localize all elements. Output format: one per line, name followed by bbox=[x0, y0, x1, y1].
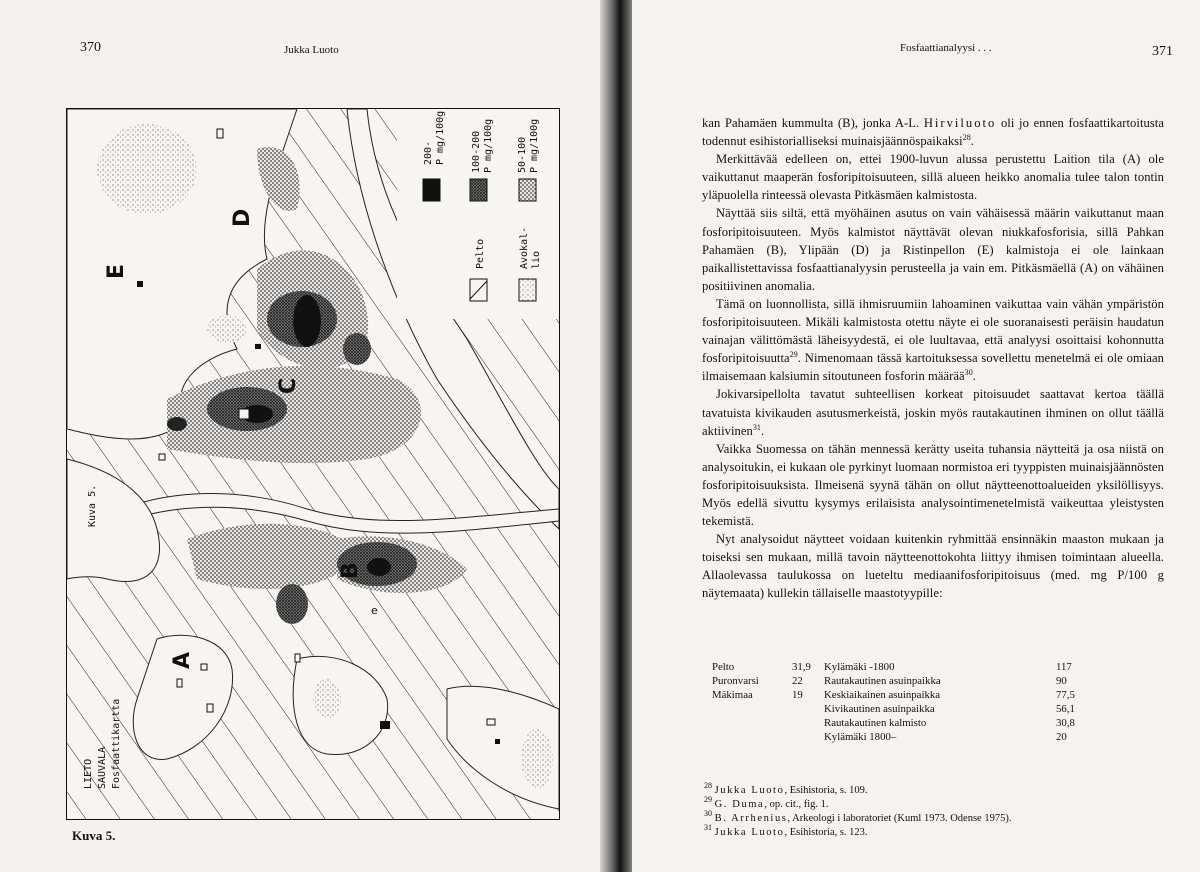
building bbox=[487, 719, 495, 725]
stipple-area bbox=[521, 729, 553, 789]
footnote-ref: 28 bbox=[962, 133, 971, 143]
terrain-name: Mäkimaa bbox=[712, 689, 753, 701]
legend-swatch-200 bbox=[423, 179, 440, 201]
site-letter-c: C bbox=[276, 377, 301, 394]
paragraph-1 bbox=[702, 114, 1164, 150]
legend-label-avokallio-l2: lio bbox=[531, 250, 542, 269]
zone-100-200 bbox=[343, 333, 371, 365]
footnote-number: 30 bbox=[704, 809, 712, 818]
footnote-text: , op. cit., fig. 1. bbox=[764, 799, 829, 810]
building bbox=[295, 654, 300, 662]
terrain-name: Puronvarsi bbox=[712, 675, 759, 687]
zone-200-plus bbox=[293, 295, 321, 347]
terrain-value: 19 bbox=[792, 689, 803, 701]
table-row bbox=[712, 702, 1075, 716]
building bbox=[137, 281, 143, 287]
site-letter-e: E bbox=[104, 263, 129, 279]
activity-value: 117 bbox=[1056, 661, 1072, 673]
zone-100-200 bbox=[276, 584, 308, 624]
activity-name: Kylämäki -1800 bbox=[824, 661, 895, 673]
footnote-text: , Esihistoria, s. 109. bbox=[784, 785, 868, 796]
median-table bbox=[712, 660, 1075, 744]
legend-label-50-100-l1: 50-100 bbox=[517, 136, 528, 173]
footnote-author: Jukka Luoto bbox=[714, 827, 785, 838]
footnote bbox=[704, 823, 868, 840]
text-run: Tämä on luonnollista, sillä ihmisruumiin lahoaminen vaikuttaa vain vähän ympäristön fosforipitoisuuteen. Mikäli kalmistosta otettu näyte ei ole suoranaisesti peräisin haudatun vainajan välittömästä läheisyydestä, ei ole luultavaa, että analyysi osoittaisi kohonnutta fosforipitoisuutta bbox=[702, 296, 1164, 366]
paragraph-5 bbox=[702, 385, 1164, 439]
text-run: . bbox=[972, 369, 976, 384]
footnote-text: , Esihistoria, s. 123. bbox=[784, 827, 868, 838]
phosphate-map-figure bbox=[66, 108, 560, 820]
text-run: . bbox=[760, 423, 765, 438]
building bbox=[217, 129, 223, 138]
text-run: . Nimenomaan tässä kartoituksessa sovellettu menetelmä ei ole omiaan ilmaisemaan kalsiumin sitoutuneen fosforin määrää bbox=[702, 351, 1164, 384]
page-number-right: 371 bbox=[1152, 44, 1173, 59]
building bbox=[159, 454, 165, 460]
running-head-right: Fosfaattianalyysi . . . bbox=[900, 42, 992, 54]
building bbox=[380, 721, 390, 729]
stipple-area bbox=[313, 679, 341, 719]
activity-name: Kylämäki 1800– bbox=[824, 731, 897, 743]
table-row bbox=[712, 716, 1075, 730]
activity-value: 90 bbox=[1056, 675, 1067, 687]
figure-vertical-fosfaattikartta: Fosfaattikartta bbox=[111, 698, 122, 789]
terrain-value: 31,9 bbox=[792, 661, 811, 673]
terrain-name: Pelto bbox=[712, 661, 735, 673]
paragraph-2: Merkittävää edelleen on, ettei 1900-luvun alussa perustettu Laition tila (A) ole vaikuttanut maaperän fosforipitoisuuteen, sillä alueen heikko anomalia tulee talon tontin yläpuolella rinteessä olevasta Pitkäsmäen kalmistosta. bbox=[702, 152, 1164, 203]
building bbox=[239, 409, 249, 419]
activity-value: 20 bbox=[1056, 731, 1067, 743]
figure-vertical-kuva: Kuva 5. bbox=[87, 484, 98, 527]
activity-value: 30,8 bbox=[1056, 717, 1075, 729]
terrain-value: 22 bbox=[792, 675, 803, 687]
running-head-left: Jukka Luoto bbox=[284, 44, 339, 56]
building bbox=[255, 344, 261, 349]
site-letter-d: D bbox=[230, 208, 255, 227]
page-number-left: 370 bbox=[80, 40, 101, 55]
table-row bbox=[712, 674, 1075, 688]
building bbox=[177, 679, 182, 687]
footnote-author: G. Duma bbox=[714, 799, 765, 810]
right-page bbox=[632, 0, 1200, 872]
lowercase-mark: e bbox=[371, 604, 378, 617]
footnote bbox=[704, 781, 868, 798]
activity-name: Rautakautinen kalmisto bbox=[824, 717, 927, 729]
text-run: oli jo ennen fosfaattikartoitusta todennut esihistorialliseksi muinaisjäännöspaikaksi bbox=[702, 116, 1164, 149]
paragraph-4 bbox=[702, 295, 1164, 385]
activity-name: Rautakautinen asuinpaikka bbox=[824, 675, 941, 687]
building bbox=[207, 704, 213, 712]
legend-swatch-100-200 bbox=[470, 179, 487, 201]
text-run: kan Pahamäen kummulta (B), jonka A-L. bbox=[702, 116, 924, 130]
legend-swatch-50-100 bbox=[519, 179, 536, 201]
building bbox=[201, 664, 207, 670]
footnote-number: 29 bbox=[704, 795, 712, 804]
footnote-author: B. Arrhenius bbox=[714, 813, 788, 824]
legend-label-avokallio-l1: Avokal- bbox=[519, 226, 530, 269]
activity-value: 77,5 bbox=[1056, 689, 1075, 701]
figure-caption: Kuva 5. bbox=[72, 828, 116, 843]
legend-label-200-l1: 200- bbox=[423, 140, 434, 165]
legend-swatch-avokallio bbox=[519, 279, 536, 301]
activity-name: Keskiaikainen asuinpaikka bbox=[824, 689, 941, 701]
legend-label-100-200-l1: 100-200 bbox=[471, 130, 482, 173]
footnote-ref: 31 bbox=[752, 422, 761, 432]
phosphate-map bbox=[67, 109, 559, 819]
legend-label-100-200-l2: P mg/100g bbox=[483, 118, 494, 173]
footnote-text: , Arkeologi i laboratoriet (Kuml 1973. Odense 1975). bbox=[787, 813, 1012, 824]
paragraph-3: Näyttää siis siltä, että myöhäinen asutus on vain vähäisessä määrin vaikuttanut maan fosforipitoisuuteen. Myös kalmistot näyttävät olevan niukkafosforisia, sillä Pahkan Pahamäen (B), Ylipään (D) ja Ristinpellon (E) kalmistoja ei ole lainkaan paikallistettavissa fosfaattianalyysin perusteella ja vain em. Pitkäsmäellä (A) on vähäinen positiivinen anomalia. bbox=[702, 206, 1164, 293]
footnote-number: 31 bbox=[704, 823, 712, 832]
site-letter-a: A bbox=[170, 651, 195, 669]
table-row bbox=[712, 660, 1075, 674]
legend-label-50-100-l2: P mg/100g bbox=[529, 118, 540, 173]
paragraph-7: Nyt analysoidut näytteet voidaan kuitenkin ryhmittää ensinnäkin maaston mukaan ja toiseksi sen mukaan, millä tavoin näytteenottokohta liittyy ihmisen toimintaan alueella. Allaolevassa taulukossa on lueteltu mediaanifosforipitoisuus (med. mg P/100 g näytemaata) kullekin tällaiselle maastotyypille: bbox=[702, 532, 1164, 601]
author-name: Hirviluoto bbox=[923, 116, 997, 130]
figure-vertical-lieto: LIETO bbox=[83, 758, 94, 789]
zone-200-plus bbox=[167, 417, 187, 431]
footnote bbox=[704, 809, 1012, 826]
footnote-author: Jukka Luoto bbox=[714, 785, 785, 796]
footnote bbox=[704, 795, 829, 812]
building bbox=[495, 739, 500, 744]
zone-200-plus bbox=[367, 558, 391, 576]
figure-vertical-sauvala: SAUVALA bbox=[97, 746, 108, 789]
footnote-ref: 29 bbox=[789, 350, 798, 360]
table-row bbox=[712, 688, 1075, 702]
footnote-ref: 30 bbox=[964, 368, 973, 378]
text-run: . bbox=[970, 134, 974, 149]
site-letter-b: B bbox=[338, 562, 363, 579]
activity-name: Kivikautinen asuinpaikka bbox=[824, 703, 935, 715]
stipple-area bbox=[97, 124, 197, 214]
body-text bbox=[702, 114, 1164, 603]
stipple-area bbox=[207, 315, 247, 343]
paragraph-6: Vaikka Suomessa on tähän mennessä kerätty useita tuhansia näytteitä ja osa niistä on analysoitukin, ei kukaan ole pyrkinyt luomaan normistoa eri tyyppisten muinaisjäännösten fosforipitoisuuksista. Ilmeisenä syynä tähän on ollut näytteenottoalueiden yksilöllisyys. Myös edellä sivuttu kysymys erilaisista analysointimenetelmistä vaikeuttaa yleistysten tekemistä. bbox=[702, 441, 1164, 529]
table-row bbox=[712, 730, 1075, 744]
legend-label-pelto: Pelto bbox=[475, 238, 486, 269]
legend-label-200-l2: P mg/100g bbox=[435, 110, 446, 165]
text-run: Jokivarsipellolta tavatut suhteellisen korkeat pitoisuudet saattavat kertoa täällä tavatuista kivikauden asutusmerkeistä, joskin myös rautakautinen ihminen on ollut täällä aktiivinen bbox=[702, 387, 1164, 438]
activity-value: 56,1 bbox=[1056, 703, 1075, 715]
footnote-number: 28 bbox=[704, 781, 712, 790]
